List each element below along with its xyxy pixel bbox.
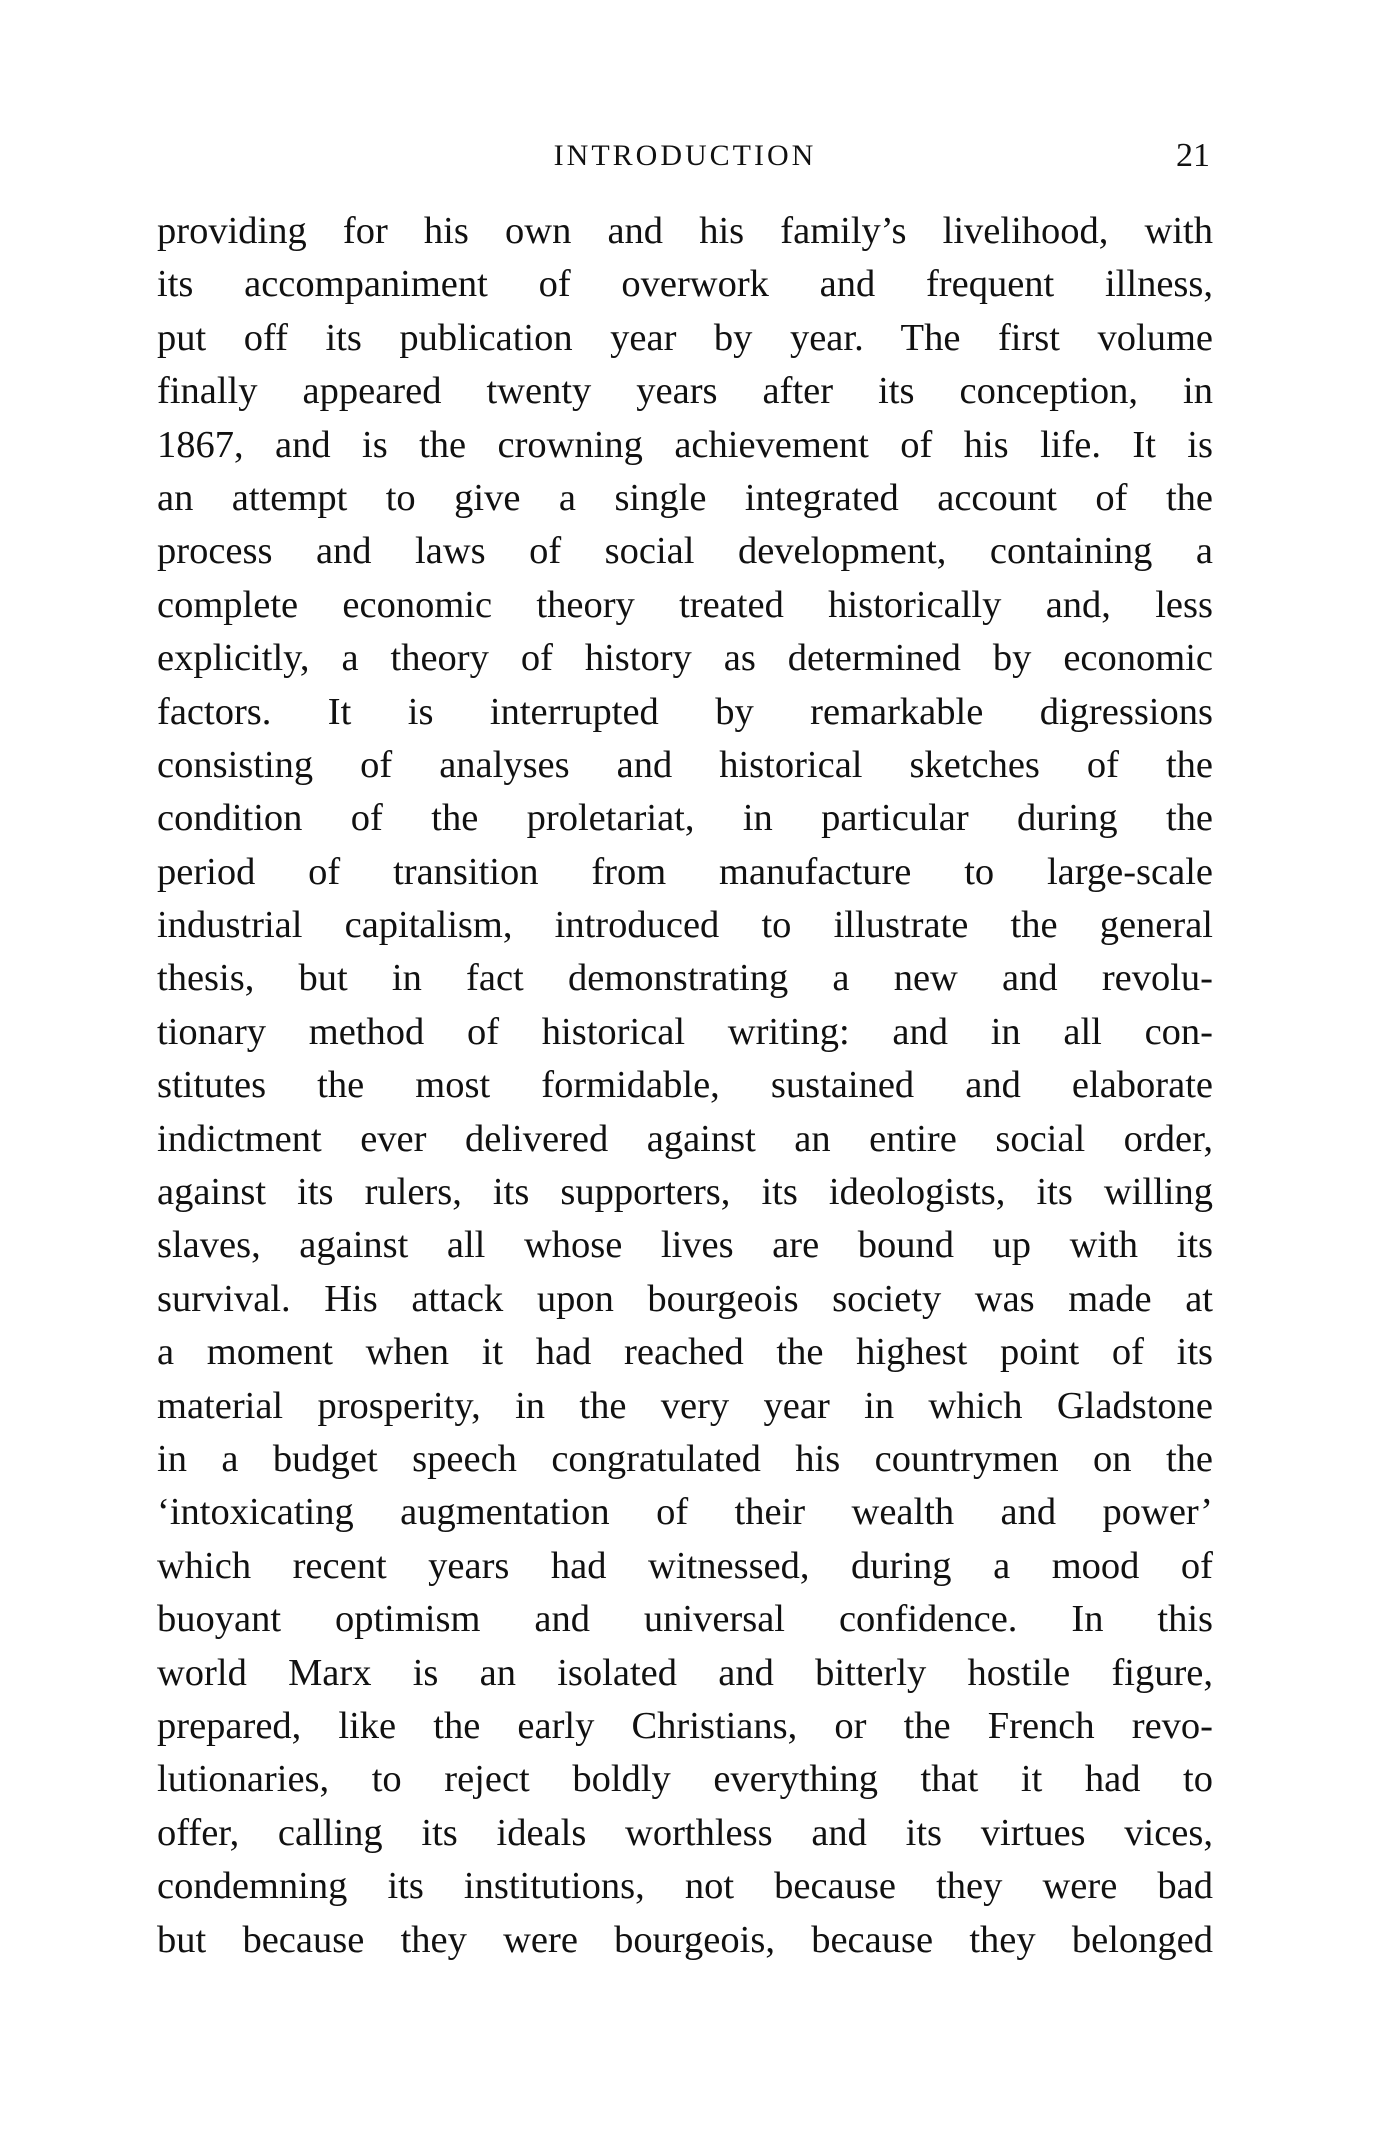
- text-line: consisting of analyses and historical sketches of the: [157, 743, 1213, 786]
- text-line: factors. It is interrupted by remarkable digressions: [157, 690, 1213, 733]
- text-line: put off its publication year by year. The first volume: [157, 316, 1213, 359]
- text-line: condition of the proletariat, in particular during the: [157, 797, 1213, 840]
- text-line: its accompaniment of overwork and frequent illness,: [157, 263, 1213, 306]
- text-line: industrial capitalism, introduced to illustrate the general: [157, 904, 1213, 947]
- text-line: but because they were bourgeois, because they belonged: [157, 1918, 1213, 1961]
- running-head: INTRODUCTION: [553, 139, 817, 172]
- text-line: an attempt to give a single integrated account of the: [157, 476, 1213, 519]
- text-line: thesis, but in fact demonstrating a new and revolu-: [157, 957, 1213, 1000]
- text-line: period of transition from manufacture to large-scale: [157, 850, 1213, 893]
- text-line: tionary method of historical writing: and in all con-: [157, 1010, 1213, 1053]
- text-line: process and laws of social development, containing a: [157, 530, 1213, 573]
- text-line: ‘intoxicating augmentation of their wealth and power’: [157, 1491, 1213, 1534]
- page-header: [160, 138, 1210, 178]
- text-line: explicitly, a theory of history as determined by economic: [157, 637, 1213, 680]
- text-line: lutionaries, to reject boldly everything that it had to: [157, 1758, 1213, 1801]
- body-paragraph: [157, 205, 1213, 1967]
- text-line: a moment when it had reached the highest point of its: [157, 1331, 1213, 1374]
- text-line: 1867, and is the crowning achievement of his life. It is: [157, 423, 1213, 466]
- text-line: which recent years had witnessed, during a mood of: [157, 1544, 1213, 1587]
- text-line: complete economic theory treated historically and, less: [157, 583, 1213, 626]
- text-line: providing for his own and his family’s livelihood, with: [157, 210, 1213, 252]
- text-line: indictment ever delivered against an entire social order,: [157, 1117, 1213, 1160]
- text-line: stitutes the most formidable, sustained and elaborate: [157, 1064, 1213, 1107]
- text-line: offer, calling its ideals worthless and its virtues vices,: [157, 1811, 1213, 1854]
- page-number: 21: [1176, 137, 1210, 174]
- text-line: survival. His attack upon bourgeois society was made at: [157, 1277, 1213, 1320]
- text-line: slaves, against all whose lives are bound up with its: [157, 1224, 1213, 1267]
- text-line: condemning its institutions, not because they were bad: [157, 1865, 1213, 1908]
- text-line: prepared, like the early Christians, or the French revo-: [157, 1704, 1213, 1747]
- text-line: finally appeared twenty years after its conception, in: [157, 370, 1213, 413]
- text-line: material prosperity, in the very year in which Gladstone: [157, 1384, 1213, 1427]
- text-line: buoyant optimism and universal confidence. In this: [157, 1598, 1213, 1641]
- text-line: in a budget speech congratulated his countrymen on the: [157, 1437, 1213, 1480]
- text-line: world Marx is an isolated and bitterly hostile figure,: [157, 1651, 1213, 1694]
- text-line: against its rulers, its supporters, its ideologists, its willing: [157, 1171, 1213, 1214]
